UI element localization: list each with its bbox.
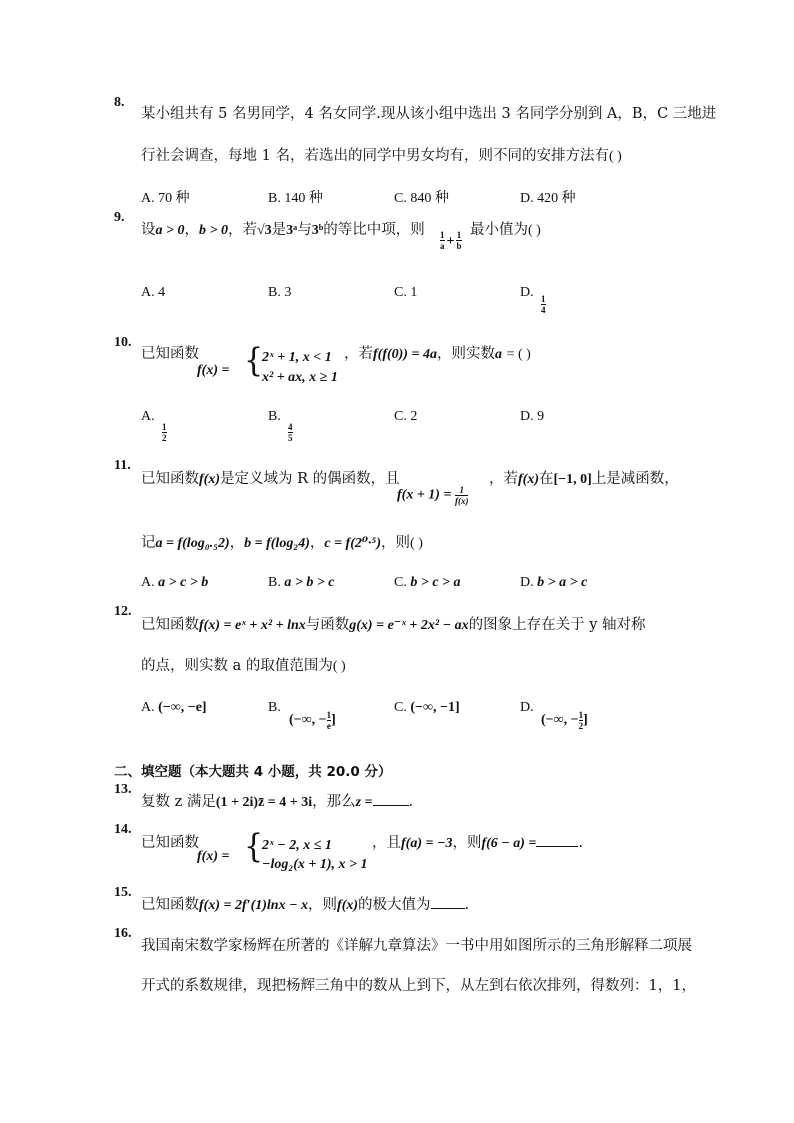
q12-option-b-value: (−∞, − $\frac{1}{e}$ ] [289,710,336,731]
question-number-12: 12. [114,604,132,619]
q9-option-b: B. 3 [268,285,292,300]
q14-answer-blank[interactable] [536,834,578,847]
question-number-16: 16. [114,926,132,941]
q14-pre: 已知函数 [141,835,199,851]
q12-option-c: C. (−∞, −1] [394,700,460,715]
section-heading-fill-in: 二、填空题（本大题共 4 小题，共 20.0 分） [114,764,392,780]
q10-pre: 已知函数 [141,346,199,362]
q14-brace: { [244,827,264,866]
q10-condition: ，若f(f(0)) = 4a，则实数a = ( ) [344,346,531,362]
question-9-stem: 设a > 0，b > 0，若√3是3ᵃ与3ᵇ的等比中项，则 [141,222,425,238]
q11-option-a: A. a > c > b [141,575,209,590]
q12-option-a: A. (−∞, −e] [141,700,207,715]
q11-stem-1: 已知函数f(x)是定义域为 R 的偶函数，且 [141,471,400,487]
q12-option-d-value: (−∞, − $\frac{1}{2}$ ] [541,710,588,731]
q9-option-d-fraction: $\frac{1}{4}$ [541,294,546,315]
q12-stem-2: 的点，则实数 a 的取值范围为( ) [141,658,346,674]
q16-line-1: 我国南宋数学家杨辉在所著的《详解九章算法》一书中用如图所示的三角形解释二项展 [141,938,692,954]
q10-case-2: x² + ax, x ≥ 1 [262,370,338,385]
q10-option-d: D. 9 [520,409,545,424]
q14-case-1: 2ˣ − 2, x ≤ 1 [262,838,332,853]
q9-option-d: D. [520,285,534,300]
q11-relation: f(x + 1) = $\frac{1}{f(x)}$ [397,485,469,506]
q12-option-b-label: B. [268,700,281,715]
q14-fx: f(x) = [197,849,230,864]
q11-option-b: B. a > b > c [268,575,335,590]
q9-option-c: C. 1 [394,285,418,300]
q11-option-c: C. b > c > a [394,575,461,590]
q14-case-2: −log₂(x + 1), x > 1 [262,857,368,872]
q10-fx: f(x) = [197,363,230,378]
question-number-15: 15. [114,885,132,900]
q8-option-c: C. 840 种 [394,191,449,206]
q8-option-d: D. 420 种 [520,191,576,206]
q10-brace: { [244,341,264,380]
q10-option-b-fraction: $\frac{4}{5}$ [288,422,293,443]
q11-stem-2: ，若f(x)在[−1, 0]上是减函数， [489,471,679,487]
q12-stem-1: 已知函数f(x) = eˣ + x² + lnx与函数g(x) = e⁻ˣ + 2x² − ax的图象上存在关于 y 轴对称 [141,617,646,633]
q10-option-b: B. [268,409,281,424]
q10-case-1: 2ˣ + 1, x < 1 [262,350,332,365]
q12-option-d-label: D. [520,700,534,715]
q9-expression: $\frac{1}{a}$ + $\frac{1}{b}$ [440,230,462,251]
q10-option-c: C. 2 [394,409,418,424]
question-number-10: 10. [114,335,132,350]
q13-stem: 复数 z 满足(1 + 2i)z̄ = 4 + 3i，那么z = . [141,794,414,810]
q13-answer-blank[interactable] [373,793,409,806]
q15-answer-blank[interactable] [431,896,465,909]
q16-line-2: 开式的系数规律，现把杨辉三角中的数从上到下，从左到右依次排列，得数列：1，1， [141,978,696,994]
q11-option-d: D. b > a > c [520,575,588,590]
question-8-line-1: 某小组共有 5 名男同学，4 名女同学.现从该小组中选出 3 名同学分别到 A，B，C 三地进 [141,106,717,122]
q9-stem-end: 最小值为( ) [470,222,541,238]
q10-option-a-fraction: $\frac{1}{2}$ [162,422,167,443]
question-number-9: 9. [114,210,125,225]
q11-stem-3: 记a = f(log₀.₅2)，b = f(log₂4)，c = f(2⁰·⁵)，则( ) [141,535,423,551]
q10-option-a: A. [141,409,155,424]
question-number-8: 8. [114,95,125,110]
q9-option-a: A. 4 [141,285,166,300]
q15-stem: 已知函数f(x) = 2f′(1)lnx − x，则f(x)的极大值为 . [141,897,470,913]
question-8-line-2: 行社会调查，每地 1 名，若选出的同学中男女均有，则不同的安排方法有( ) [141,148,622,164]
question-number-14: 14. [114,822,132,837]
q14-condition: ，且f(a) = −3，则f(6 − a) = . [372,835,584,851]
q8-option-a: A. 70 种 [141,191,190,206]
q8-option-b: B. 140 种 [268,191,323,206]
question-number-11: 11. [114,458,131,473]
question-number-13: 13. [114,782,132,797]
